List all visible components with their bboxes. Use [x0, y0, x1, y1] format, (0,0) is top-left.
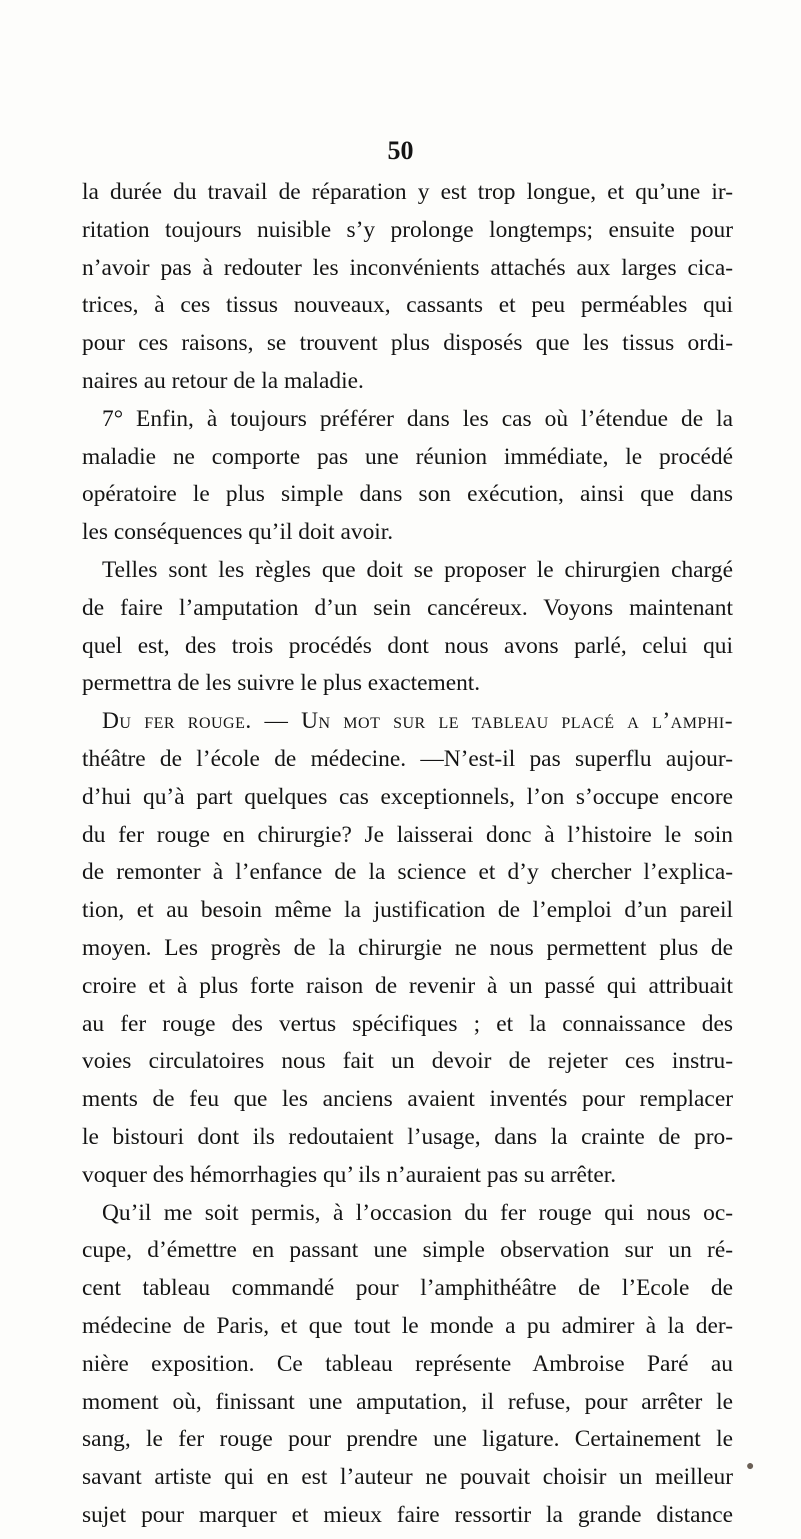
text-line: ritation toujours nuisible s’y prolonge longtemps; ensuite pour [82, 216, 733, 243]
text-line: permettra de les suivre le plus exactement. [82, 670, 481, 697]
text-line: du fer rouge en chirurgie? Je laisserai donc à l’histoire le soin [82, 821, 733, 848]
text-line: voies circulatoires nous fait un devoir de rejeter ces instru- [82, 1048, 733, 1075]
text-line: moyen. Les progrès de la chirurgie ne nous permettent plus de [82, 934, 733, 961]
text-line: voquer des hémorrhagies qu’ ils n’auraient pas su arrêter. [82, 1161, 617, 1188]
text-line: nière exposition. Ce tableau représente Ambroise Paré au [82, 1350, 733, 1377]
text-line: d’hui qu’à part quelques cas exceptionnels, l’on s’occupe encore [82, 783, 733, 810]
text-line: maladie ne comporte pas une réunion immédiate, le procédé [82, 443, 733, 470]
text-line: médecine de Paris, et que tout le monde a pu admirer à la der- [82, 1312, 733, 1339]
text-line: n’avoir pas à redouter les inconvénients attachés aux larges cica- [82, 254, 733, 281]
text-line: sujet pour marquer et mieux faire ressortir la grande distance [82, 1501, 733, 1528]
text-line: 7° Enfin, à toujours préférer dans les cas où l’étendue de la [102, 405, 733, 432]
text-line: quel est, des trois procédés dont nous avons parlé, celui qui [82, 632, 733, 659]
section-heading: Du fer rouge. — Un mot sur le tableau placé a l’amphi- [102, 708, 733, 735]
text-line: de faire l’amputation d’un sein cancéreux. Voyons maintenant [82, 594, 733, 621]
text-line: tion, et au besoin même la justification de l’emploi d’un pareil [82, 897, 733, 924]
text-line: cupe, d’émettre en passant une simple observation sur un ré- [82, 1237, 733, 1264]
text-line: les conséquences qu’il doit avoir. [82, 519, 394, 546]
text-line: Telles sont les règles que doit se proposer le chirurgien chargé [102, 556, 733, 583]
text-line: moment où, finissant une amputation, il refuse, pour arrêter le [82, 1388, 733, 1415]
text-line: opératoire le plus simple dans son exécution, ainsi que dans [82, 481, 733, 508]
text-line: la durée du travail de réparation y est trop longue, et qu’une ir- [82, 179, 733, 205]
text-line: le bistouri dont ils redoutaient l’usage, dans la crainte de pro- [82, 1123, 733, 1150]
text-line: savant artiste qui en est l’auteur ne pouvait choisir un meilleur [82, 1464, 733, 1491]
text-line: de remonter à l’enfance de la science et d’y chercher l’explica- [82, 859, 733, 886]
text-line: naires au retour de la maladie. [82, 367, 364, 394]
text-line: croire et à plus forte raison de revenir à un passé qui attribuait [82, 972, 733, 999]
text-line: pour ces raisons, se trouvent plus disposés que les tissus ordi- [82, 330, 733, 357]
text-line: trices, à ces tissus nouveaux, cassants et peu perméables qui [82, 292, 733, 319]
text-line: ments de feu que les anciens avaient inventés pour remplacer [82, 1086, 733, 1113]
text-line: cent tableau commandé pour l’amphithéâtre de l’Ecole de [82, 1275, 733, 1302]
text-line: sang, le fer rouge pour prendre une ligature. Certainement le [82, 1426, 733, 1453]
text-line: théâtre de l’école de médecine. —N’est-il pas superflu aujour- [82, 745, 733, 772]
text-line: au fer rouge des vertus spécifiques ; et la connaissance des [82, 1010, 733, 1037]
text-line: Qu’il me soit permis, à l’occasion du fer rouge qui nous oc- [102, 1199, 733, 1226]
body-text [82, 174, 733, 1535]
ink-blot-mark: ● [746, 1459, 755, 1474]
page-number: 50 [387, 136, 414, 165]
